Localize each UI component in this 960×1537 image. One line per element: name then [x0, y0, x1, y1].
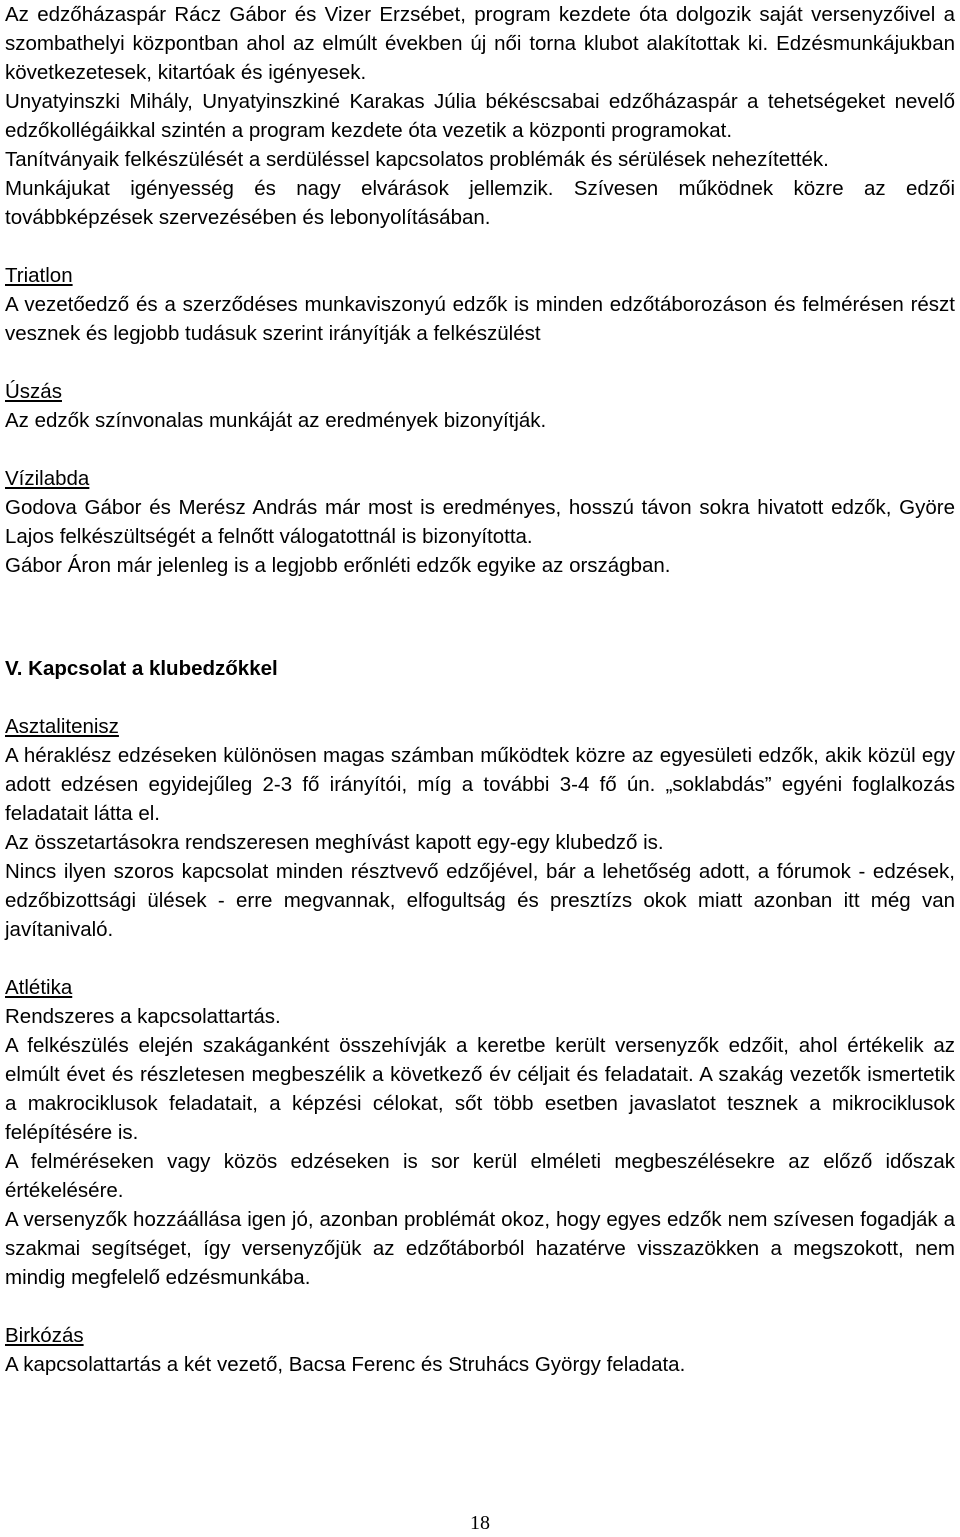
- spacer: [5, 944, 955, 973]
- atletika-text-2: A felkészülés elején szakáganként összehívják a keretbe került versenyzők edzőit, ahol értékelik az elmúlt évet és részletesen megbeszélik a következő év céljait és feladatait. A szakág vezetők ismertetik a makrociklusok feladatait, a képzési célokat, sőt több esetben javaslatot tesznek a mikrociklusok felépítésére is.: [5, 1034, 955, 1144]
- birkozas-heading: Birkózás: [5, 1324, 84, 1347]
- asztalitenisz-text-3: Nincs ilyen szoros kapcsolat minden résztvevő edzőjével, bár a lehetőség adott, a fórumok - edzések, edzőbizottsági ülések - erre megvannak, elfogultság és presztízs okok miatt azonban itt még van javítanivaló.: [5, 860, 955, 941]
- uszas-text: Az edzők színvonalas munkáját az eredmények bizonyítják.: [5, 409, 547, 432]
- spacer: [5, 683, 955, 712]
- asztalitenisz-text-1: A héraklész edzéseken különösen magas számban működtek közre az egyesületi edzők, akik közül egy adott edzésen egyidejűleg 2-3 fő irányítói, míg a további 3-4 fő ún. „soklabdás” egyéni foglalkozás feladatait látta el.: [5, 744, 955, 825]
- triatlon-heading: Triatlon: [5, 264, 73, 287]
- vizilabda-text-1: Godova Gábor és Merész András már most is eredményes, hosszú távon sokra hivatott edzők, Györe Lajos felkészültségét a felnőtt válogatottnál is bizonyította.: [5, 496, 955, 548]
- section-title: V. Kapcsolat a klubedzőkkel: [5, 657, 278, 680]
- intro-paragraph-2: Unyatyinszki Mihály, Unyatyinszkiné Karakas Júlia békéscsabai edzőházaspár a tehetségeket nevelő edzőkollégáikkal szintén a program kezdete óta vezetik a központi programokat.: [5, 90, 955, 142]
- spacer: [5, 435, 955, 464]
- vizilabda-text-2: Gábor Áron már jelenleg is a legjobb erőnléti edzők egyike az országban.: [5, 554, 671, 577]
- asztalitenisz-text-2: Az összetartásokra rendszeresen meghívást kapott egy-egy klubedző is.: [5, 831, 664, 854]
- atletika-text-3: A felméréseken vagy közös edzéseken is sor kerül elméleti megbeszélésekre az előző időszak értékelésére.: [5, 1150, 955, 1202]
- intro-paragraph-1: Az edzőházaspár Rácz Gábor és Vizer Erzsébet, program kezdete óta dolgozik saját versenyzőivel a szombathelyi központban ahol az elmúlt években új női torna klubot alakítottak ki. Edzésmunkájukban következetesek, kitartóak és igényesek.: [5, 3, 955, 84]
- vizilabda-heading: Vízilabda: [5, 467, 90, 490]
- page-number: 18: [470, 1512, 490, 1534]
- document-page: [5, 0, 955, 1379]
- intro-paragraph-3: Tanítványaik felkészülését a serdüléssel kapcsolatos problémák és sérülések nehezítették.: [5, 148, 829, 171]
- spacer: [5, 1292, 955, 1321]
- atletika-text-4: A versenyzők hozzáállása igen jó, azonban problémát okoz, hogy egyes edzők nem szívesen fogadják a szakmai segítséget, így versenyzőjük az edzőtáborból hazatérve visszazökken a megszokott, nem mindig megfelelő edzésmunkába.: [5, 1208, 955, 1289]
- triatlon-text: A vezetőedző és a szerződéses munkaviszonyú edzők is minden edzőtáborozáson és felmérésen részt vesznek és legjobb tudásuk szerint irányítják a felkészülést: [5, 293, 955, 345]
- uszas-heading: Úszás: [5, 380, 62, 403]
- atletika-text-1: Rendszeres a kapcsolattartás.: [5, 1005, 281, 1028]
- spacer: [5, 580, 955, 654]
- birkozas-text: A kapcsolattartás a két vezető, Bacsa Ferenc és Struhács György feladata.: [5, 1353, 686, 1376]
- intro-paragraph-4: Munkájukat igényesség és nagy elvárások jellemzik. Szívesen működnek közre az edzői továbbképzések szervezésében és lebonyolításában.: [5, 177, 955, 229]
- spacer: [5, 232, 955, 261]
- atletika-heading: Atlétika: [5, 976, 73, 999]
- spacer: [5, 348, 955, 377]
- asztalitenisz-heading: Asztalitenisz: [5, 715, 119, 738]
